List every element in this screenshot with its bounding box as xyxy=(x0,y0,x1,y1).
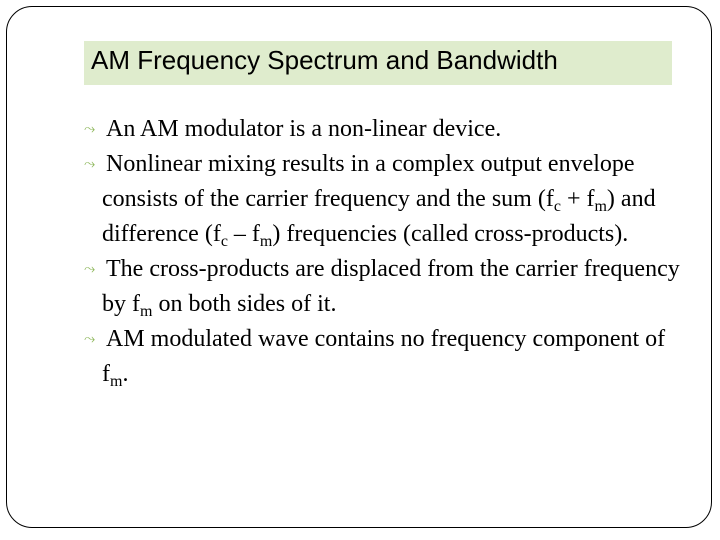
curved-arrow-bullet-icon: ⤳ xyxy=(84,121,96,137)
subscript: m xyxy=(594,198,607,215)
slide-body xyxy=(84,112,684,392)
subscript: c xyxy=(553,198,561,215)
bullet-item xyxy=(84,112,684,147)
bullet-text: AM modulated wave contains no frequency component of f xyxy=(102,326,666,387)
subscript: m xyxy=(259,233,273,250)
curved-arrow-bullet-icon: ⤳ xyxy=(84,331,96,347)
bullet-text: ) and difference (f xyxy=(102,186,656,247)
bullet-text: . xyxy=(122,361,129,387)
bullet-text: on both sides of it. xyxy=(152,291,337,317)
curved-arrow-bullet-icon: ⤳ xyxy=(84,261,96,277)
bullet-text: ) frequencies (called cross-products). xyxy=(272,221,629,247)
slide-title: AM Frequency Spectrum and Bandwidth xyxy=(91,45,558,75)
bullet-item xyxy=(84,147,684,252)
bullet-text: The cross-products are displaced from the carrier frequency by f xyxy=(102,256,680,317)
bullet-text: Nonlinear mixing results in a complex output envelope consists of the carrier frequency and the sum (f xyxy=(102,151,635,212)
subscript: m xyxy=(110,373,123,390)
subscript: m xyxy=(140,303,153,320)
bullet-item xyxy=(84,252,684,322)
bullet-text: – f xyxy=(227,221,260,247)
subscript: c xyxy=(220,233,228,250)
curved-arrow-bullet-icon: ⤳ xyxy=(84,156,96,172)
bullet-text: + f xyxy=(560,186,595,212)
bullet-item xyxy=(84,322,684,392)
bullet-text: An AM modulator is a non-linear device. xyxy=(106,116,502,142)
